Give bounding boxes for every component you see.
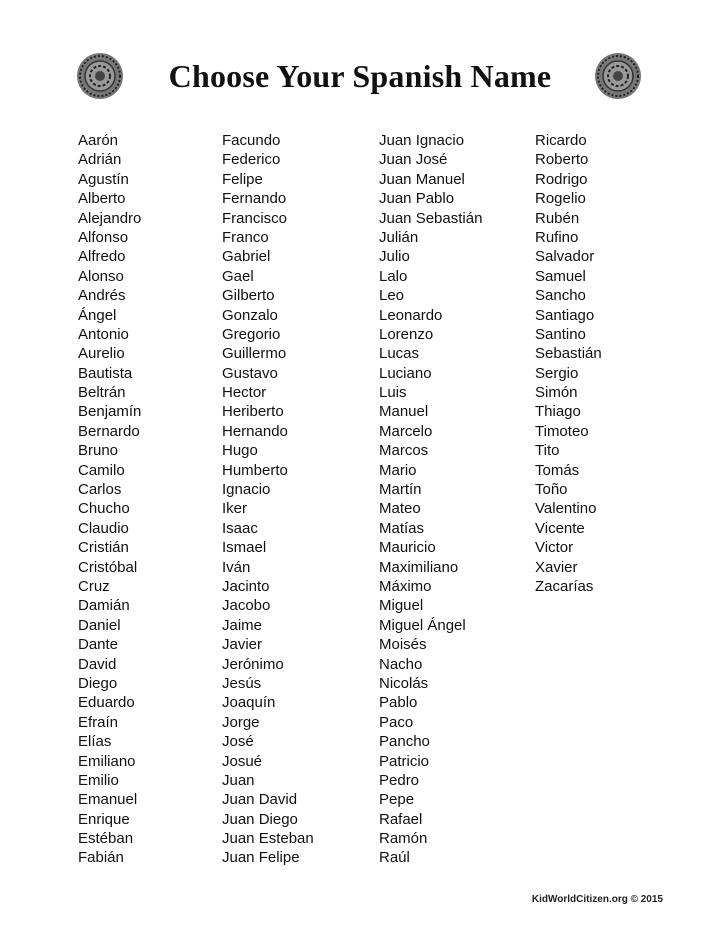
name-item: Camilo xyxy=(78,461,125,479)
name-item: Elías xyxy=(78,733,112,751)
name-item: Isaac xyxy=(222,519,258,537)
name-item: Simón xyxy=(535,384,578,402)
name-item: Beltrán xyxy=(78,384,126,402)
name-item: Valentino xyxy=(535,500,597,518)
name-item: Sergio xyxy=(535,364,579,382)
name-item: Jerónimo xyxy=(222,655,284,673)
name-item: Daniel xyxy=(78,616,121,634)
name-item: Miguel xyxy=(379,597,424,615)
footer-credit: KidWorldCitizen.org © 2015 xyxy=(531,894,663,905)
name-item: Diego xyxy=(78,674,118,692)
name-item: Gabriel xyxy=(222,248,271,266)
name-item: Jorge xyxy=(222,713,260,731)
name-item: Nacho xyxy=(379,655,423,673)
name-item: Josué xyxy=(222,752,263,770)
name-item: Nicolás xyxy=(379,674,429,692)
name-item: Julián xyxy=(379,228,419,246)
name-item: Xavier xyxy=(535,558,578,576)
name-item: Fernando xyxy=(222,190,287,208)
name-item: Chucho xyxy=(78,500,130,518)
name-item: Rubén xyxy=(535,209,580,227)
name-item: Iván xyxy=(222,558,251,576)
name-item: Estéban xyxy=(78,830,134,848)
name-item: José xyxy=(222,733,254,751)
name-column-1 xyxy=(78,131,228,868)
name-item: Benjamín xyxy=(78,403,142,421)
name-item: Bautista xyxy=(78,364,133,382)
name-column-2 xyxy=(222,131,372,868)
name-item: Ismael xyxy=(222,539,267,557)
name-column-3 xyxy=(379,131,529,868)
name-item: Marcos xyxy=(379,442,429,460)
name-item: David xyxy=(78,655,117,673)
name-item: Jaime xyxy=(222,616,263,634)
name-item: Sancho xyxy=(535,287,586,305)
name-item: Juan José xyxy=(379,151,448,169)
name-item: Manuel xyxy=(379,403,429,421)
name-item: Jesús xyxy=(222,674,262,692)
name-item: Gael xyxy=(222,267,254,285)
name-item: Hugo xyxy=(222,442,258,460)
name-item: Tomás xyxy=(535,461,580,479)
name-item: Zacarías xyxy=(535,577,594,595)
name-item: Pancho xyxy=(379,733,430,751)
name-item: Antonio xyxy=(78,325,129,343)
name-item: Santino xyxy=(535,325,586,343)
name-item: Sebastián xyxy=(535,345,602,363)
name-item: Bernardo xyxy=(78,422,140,440)
name-item: Santiago xyxy=(535,306,595,324)
name-item: Damián xyxy=(78,597,130,615)
name-item: Gonzalo xyxy=(222,306,278,324)
name-item: Alfredo xyxy=(78,248,126,266)
name-item: Gregorio xyxy=(222,325,281,343)
name-column-4 xyxy=(535,131,685,596)
name-item: Raúl xyxy=(379,849,410,867)
name-item: Maximiliano xyxy=(379,558,459,576)
name-item: Leo xyxy=(379,287,405,305)
name-item: Javier xyxy=(222,636,263,654)
name-item: Lucas xyxy=(379,345,420,363)
name-item: Timoteo xyxy=(535,422,589,440)
name-item: Juan Felipe xyxy=(222,849,300,867)
name-item: Juan Pablo xyxy=(379,190,455,208)
name-item: Pablo xyxy=(379,694,418,712)
name-item: Leonardo xyxy=(379,306,443,324)
name-item: Ramón xyxy=(379,830,428,848)
name-item: Gustavo xyxy=(222,364,278,382)
name-item: Lalo xyxy=(379,267,408,285)
name-item: Mario xyxy=(379,461,417,479)
name-item: Ricardo xyxy=(535,132,587,149)
name-item: Dante xyxy=(78,636,119,654)
name-item: Hector xyxy=(222,384,267,402)
name-item: Federico xyxy=(222,151,281,169)
name-item: Cristóbal xyxy=(78,558,138,576)
name-item: Heriberto xyxy=(222,403,284,421)
name-item: Roberto xyxy=(535,151,589,169)
name-item: Rufino xyxy=(535,228,579,246)
name-item: Ignacio xyxy=(222,481,271,499)
name-item: Felipe xyxy=(222,170,263,188)
name-item: Paco xyxy=(379,713,414,731)
name-item: Juan Esteban xyxy=(222,830,314,848)
name-item: Marcelo xyxy=(379,422,433,440)
name-item: Luciano xyxy=(379,364,432,382)
name-item: Guillermo xyxy=(222,345,287,363)
name-item: Hernando xyxy=(222,422,288,440)
name-item: Joaquín xyxy=(222,694,276,712)
name-item: Juan Diego xyxy=(222,810,298,828)
name-item: Moisés xyxy=(379,636,427,654)
name-item: Julio xyxy=(379,248,410,266)
name-item: Alejandro xyxy=(78,209,142,227)
name-item: Aurelio xyxy=(78,345,125,363)
name-item: Juan Ignacio xyxy=(379,132,465,149)
page-title: Choose Your Spanish Name xyxy=(168,58,552,94)
name-item: Matías xyxy=(379,519,425,537)
name-item: Mateo xyxy=(379,500,421,518)
name-item: Cruz xyxy=(78,577,110,595)
name-item: Emanuel xyxy=(78,791,138,809)
name-item: Luis xyxy=(379,384,407,402)
name-item: Cristián xyxy=(78,539,129,557)
header xyxy=(0,48,720,108)
name-item: Alonso xyxy=(78,267,124,285)
name-item: Toño xyxy=(535,481,568,499)
name-item: Bruno xyxy=(78,442,119,460)
name-item: Gilberto xyxy=(222,287,275,305)
name-item: Mauricio xyxy=(379,539,436,557)
name-item: Samuel xyxy=(535,267,586,285)
name-item: Lorenzo xyxy=(379,325,434,343)
name-item: Ángel xyxy=(78,306,117,324)
name-item: Humberto xyxy=(222,461,288,479)
name-item: Tito xyxy=(535,442,560,460)
name-item: Rogelio xyxy=(535,190,586,208)
name-item: Carlos xyxy=(78,481,122,499)
name-item: Jacinto xyxy=(222,577,270,595)
name-item: Rodrigo xyxy=(535,170,588,188)
name-item: Adrián xyxy=(78,151,122,169)
name-item: Agustín xyxy=(78,170,129,188)
name-item: Facundo xyxy=(222,132,281,149)
name-item: Victor xyxy=(535,539,574,557)
name-item: Emiliano xyxy=(78,752,136,770)
name-item: Alberto xyxy=(78,190,126,208)
name-item: Juan David xyxy=(222,791,298,809)
name-item: Claudio xyxy=(78,519,129,537)
name-item: Andrés xyxy=(78,287,126,305)
name-item: Franco xyxy=(222,228,269,246)
medallion-right-icon xyxy=(594,52,642,100)
name-item: Vicente xyxy=(535,519,585,537)
name-item: Juan xyxy=(222,771,255,789)
name-item: Pedro xyxy=(379,771,420,789)
name-item: Eduardo xyxy=(78,694,135,712)
name-item: Jacobo xyxy=(222,597,271,615)
name-item: Miguel Ángel xyxy=(379,616,466,634)
name-item: Efraín xyxy=(78,713,119,731)
name-item: Enrique xyxy=(78,810,130,828)
name-item: Alfonso xyxy=(78,228,129,246)
name-item: Aarón xyxy=(78,132,119,149)
name-item: Juan Sebastián xyxy=(379,209,483,227)
name-item: Francisco xyxy=(222,209,288,227)
name-item: Juan Manuel xyxy=(379,170,465,188)
name-item: Salvador xyxy=(535,248,595,266)
name-item: Pepe xyxy=(379,791,415,809)
name-item: Patricio xyxy=(379,752,430,770)
name-item: Fabián xyxy=(78,849,124,867)
name-item: Martín xyxy=(379,481,422,499)
name-item: Rafael xyxy=(379,810,423,828)
name-item: Thiago xyxy=(535,403,581,421)
name-item: Máximo xyxy=(379,577,432,595)
name-item: Iker xyxy=(222,500,248,518)
name-item: Emilio xyxy=(78,771,119,789)
